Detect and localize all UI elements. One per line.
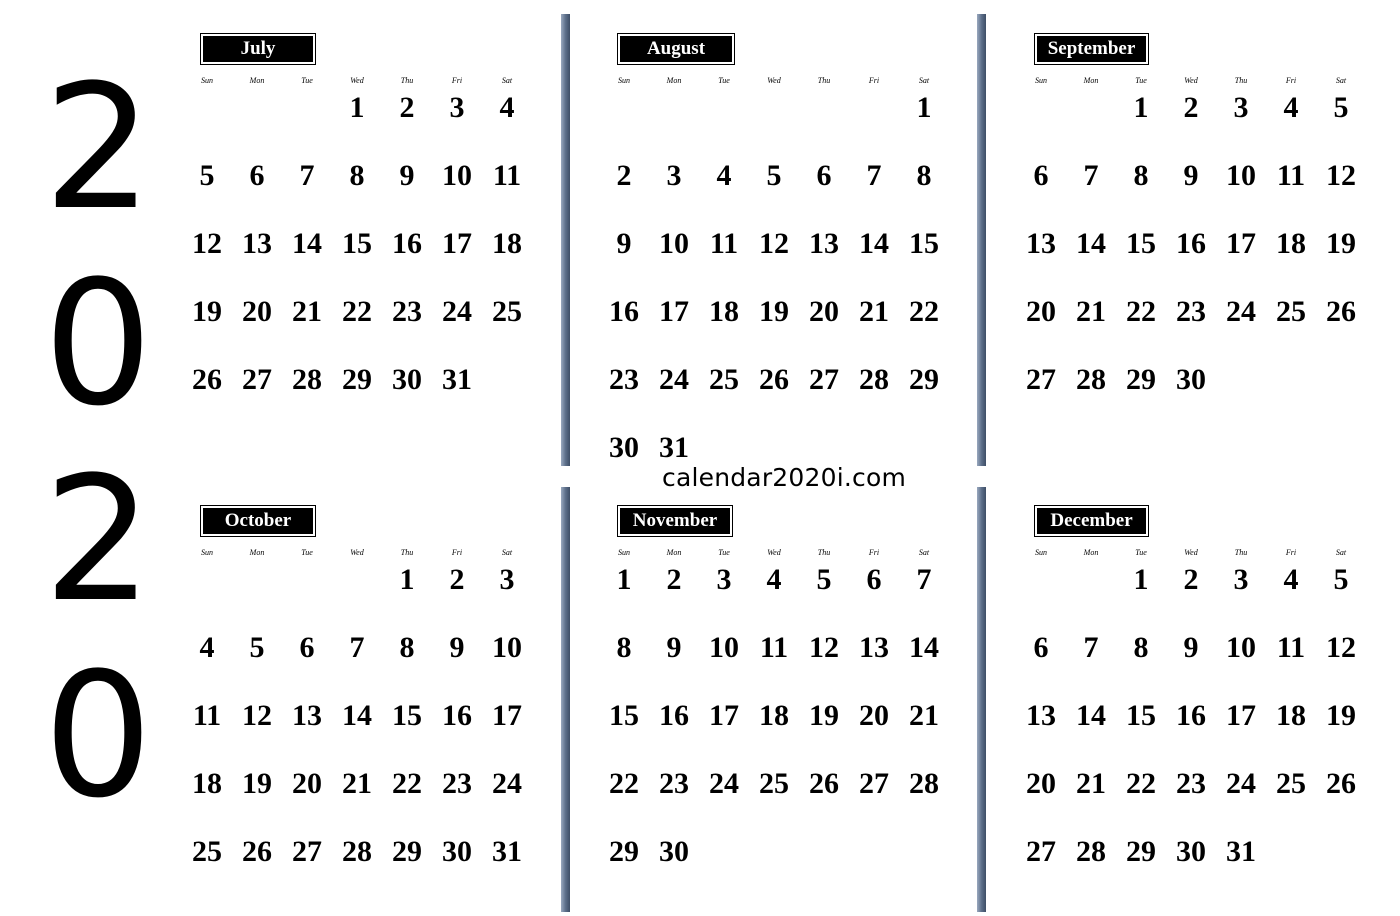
day-cell: 5 [1333, 91, 1349, 124]
day-cell: 7 [349, 631, 365, 664]
day-cell: 22 [1126, 767, 1156, 800]
day-cell: 29 [342, 363, 372, 396]
day-cell: 12 [1326, 159, 1356, 192]
weekday-header [182, 548, 542, 558]
day-cell: 28 [859, 363, 889, 396]
day-cell: 12 [759, 227, 789, 260]
year-digit: 0 [43, 635, 153, 836]
day-cell: 10 [1226, 631, 1256, 664]
weekday-label: Wed [1184, 76, 1198, 85]
weekday-label: Wed [767, 548, 781, 557]
day-cell: 23 [1176, 295, 1206, 328]
day-cell: 2 [1183, 563, 1199, 596]
day-cell: 20 [1026, 295, 1056, 328]
day-cell: 19 [1326, 227, 1356, 260]
day-cell: 2 [616, 159, 632, 192]
day-cell: 15 [909, 227, 939, 260]
day-cell: 2 [1183, 91, 1199, 124]
day-cell: 28 [909, 767, 939, 800]
day-cell: 26 [809, 767, 839, 800]
weekday-label: Wed [350, 76, 364, 85]
day-cell: 30 [609, 431, 639, 464]
day-cell: 13 [242, 227, 272, 260]
day-cell: 27 [292, 835, 322, 868]
day-cell: 10 [492, 631, 522, 664]
weekday-label: Fri [1285, 76, 1297, 85]
weekday-label: Sat [1335, 76, 1347, 85]
day-cell: 23 [442, 767, 472, 800]
day-cell: 13 [809, 227, 839, 260]
day-cell: 14 [292, 227, 322, 260]
day-cell: 17 [492, 699, 522, 732]
day-cell: 3 [499, 563, 515, 596]
day-cell: 18 [1276, 227, 1306, 260]
day-cell: 31 [492, 835, 522, 868]
day-cell: 6 [1033, 159, 1049, 192]
day-cell: 7 [299, 159, 315, 192]
weekday-header [182, 76, 542, 86]
day-cell: 23 [609, 363, 639, 396]
day-cell: 4 [766, 563, 782, 596]
day-cell: 2 [399, 91, 415, 124]
weekday-label: Sat [918, 548, 930, 557]
day-cell: 1 [616, 563, 632, 596]
weekday-label: Mon [1083, 548, 1099, 557]
day-cell: 15 [1126, 699, 1156, 732]
weekday-label: Sun [201, 548, 213, 557]
day-cell: 24 [492, 767, 522, 800]
day-cell: 9 [449, 631, 465, 664]
month-name: July [203, 36, 313, 62]
weekday-header [1016, 548, 1376, 558]
weekday-label: Thu [400, 76, 414, 85]
day-cell: 20 [242, 295, 272, 328]
day-cell: 27 [859, 767, 889, 800]
day-cell: 17 [1226, 227, 1256, 260]
day-cell: 1 [1133, 563, 1149, 596]
day-cell: 27 [809, 363, 839, 396]
day-cell: 25 [759, 767, 789, 800]
day-cell: 28 [342, 835, 372, 868]
day-cell: 7 [916, 563, 932, 596]
weekday-label: Wed [350, 548, 364, 557]
day-cell: 20 [859, 699, 889, 732]
day-cell: 13 [859, 631, 889, 664]
day-cell: 21 [1076, 767, 1106, 800]
day-cell: 24 [442, 295, 472, 328]
day-cell: 5 [199, 159, 215, 192]
month-name: December [1037, 508, 1146, 534]
weekday-label: Tue [1135, 76, 1147, 85]
weekday-label: Tue [718, 548, 730, 557]
day-cell: 6 [1033, 631, 1049, 664]
day-cell: 29 [909, 363, 939, 396]
day-cell: 25 [709, 363, 739, 396]
day-cell: 10 [709, 631, 739, 664]
day-cell: 26 [242, 835, 272, 868]
day-cell: 21 [909, 699, 939, 732]
day-cell: 25 [192, 835, 222, 868]
day-cell: 22 [342, 295, 372, 328]
day-cell: 13 [1026, 699, 1056, 732]
day-cell: 5 [816, 563, 832, 596]
column-divider [561, 487, 570, 912]
day-cell: 3 [1233, 563, 1249, 596]
day-cell: 17 [442, 227, 472, 260]
weekday-label: Fri [868, 548, 880, 557]
weekday-label: Fri [868, 76, 880, 85]
day-cell: 22 [609, 767, 639, 800]
weekday-header [599, 76, 959, 86]
day-cell: 31 [659, 431, 689, 464]
day-cell: 6 [866, 563, 882, 596]
day-cell: 15 [392, 699, 422, 732]
day-cell: 27 [1026, 835, 1056, 868]
day-cell: 15 [609, 699, 639, 732]
day-cell: 26 [759, 363, 789, 396]
month-name: August [620, 36, 732, 62]
day-cell: 8 [1133, 631, 1149, 664]
weekday-label: Sun [201, 76, 213, 85]
day-cell: 3 [716, 563, 732, 596]
day-cell: 17 [1226, 699, 1256, 732]
day-cell: 4 [716, 159, 732, 192]
day-cell: 7 [866, 159, 882, 192]
day-cell: 15 [1126, 227, 1156, 260]
day-cell: 4 [199, 631, 215, 664]
month-title [1034, 505, 1149, 537]
day-cell: 8 [916, 159, 932, 192]
month-title [617, 505, 733, 537]
day-cell: 5 [1333, 563, 1349, 596]
day-cell: 19 [242, 767, 272, 800]
day-cell: 31 [442, 363, 472, 396]
weekday-label: Sat [1335, 548, 1347, 557]
column-divider [977, 14, 986, 466]
month-name: September [1037, 36, 1146, 62]
day-cell: 29 [392, 835, 422, 868]
day-cell: 27 [242, 363, 272, 396]
day-cell: 30 [1176, 835, 1206, 868]
day-cell: 14 [342, 699, 372, 732]
day-cell: 6 [299, 631, 315, 664]
weekday-label: Sun [618, 76, 630, 85]
weekday-label: Mon [249, 76, 265, 85]
weekday-label: Mon [666, 548, 682, 557]
year-digit: 0 [43, 243, 153, 444]
day-cell: 3 [449, 91, 465, 124]
weekday-label: Tue [301, 76, 313, 85]
day-cell: 9 [1183, 631, 1199, 664]
day-cell: 30 [442, 835, 472, 868]
day-cell: 1 [1133, 91, 1149, 124]
day-cell: 1 [349, 91, 365, 124]
weekday-label: Thu [400, 548, 414, 557]
day-cell: 29 [609, 835, 639, 868]
day-cell: 30 [659, 835, 689, 868]
day-cell: 9 [399, 159, 415, 192]
day-cell: 9 [616, 227, 632, 260]
day-cell: 28 [1076, 835, 1106, 868]
day-cell: 4 [1283, 563, 1299, 596]
day-cell: 16 [392, 227, 422, 260]
day-cell: 23 [392, 295, 422, 328]
weekday-label: Fri [1285, 548, 1297, 557]
day-cell: 23 [659, 767, 689, 800]
column-divider [977, 487, 986, 912]
day-cell: 26 [1326, 295, 1356, 328]
month-title [1034, 33, 1149, 65]
day-cell: 12 [809, 631, 839, 664]
day-cell: 30 [1176, 363, 1206, 396]
day-cell: 8 [399, 631, 415, 664]
year-digit: 2 [43, 47, 153, 248]
weekday-label: Tue [1135, 548, 1147, 557]
day-cell: 25 [492, 295, 522, 328]
day-cell: 25 [1276, 295, 1306, 328]
weekday-header [1016, 76, 1376, 86]
day-cell: 19 [809, 699, 839, 732]
day-cell: 6 [249, 159, 265, 192]
weekday-label: Thu [817, 548, 831, 557]
day-cell: 3 [666, 159, 682, 192]
day-cell: 29 [1126, 835, 1156, 868]
day-cell: 11 [759, 631, 789, 664]
day-cell: 14 [859, 227, 889, 260]
weekday-label: Wed [767, 76, 781, 85]
day-cell: 11 [492, 159, 522, 192]
weekday-label: Sun [1035, 548, 1047, 557]
day-cell: 12 [1326, 631, 1356, 664]
day-cell: 18 [192, 767, 222, 800]
day-cell: 20 [809, 295, 839, 328]
day-cell: 10 [1226, 159, 1256, 192]
weekday-label: Mon [249, 548, 265, 557]
day-cell: 24 [1226, 767, 1256, 800]
day-cell: 30 [392, 363, 422, 396]
day-cell: 18 [492, 227, 522, 260]
day-cell: 11 [1276, 631, 1306, 664]
weekday-label: Sun [1035, 76, 1047, 85]
weekday-label: Sun [618, 548, 630, 557]
weekday-label: Mon [1083, 76, 1099, 85]
day-cell: 16 [659, 699, 689, 732]
month-name: November [620, 508, 730, 534]
day-cell: 20 [292, 767, 322, 800]
day-cell: 23 [1176, 767, 1206, 800]
weekday-label: Tue [718, 76, 730, 85]
day-cell: 27 [1026, 363, 1056, 396]
day-cell: 9 [666, 631, 682, 664]
day-cell: 12 [242, 699, 272, 732]
day-cell: 21 [1076, 295, 1106, 328]
day-cell: 29 [1126, 363, 1156, 396]
weekday-label: Mon [666, 76, 682, 85]
day-cell: 21 [292, 295, 322, 328]
day-cell: 7 [1083, 159, 1099, 192]
day-cell: 16 [442, 699, 472, 732]
weekday-label: Fri [451, 76, 463, 85]
day-cell: 21 [342, 767, 372, 800]
day-cell: 24 [709, 767, 739, 800]
month-title [200, 33, 316, 65]
day-cell: 13 [1026, 227, 1056, 260]
day-cell: 5 [249, 631, 265, 664]
day-cell: 3 [1233, 91, 1249, 124]
weekday-label: Sat [501, 548, 513, 557]
day-cell: 7 [1083, 631, 1099, 664]
day-cell: 11 [1276, 159, 1306, 192]
day-cell: 17 [709, 699, 739, 732]
day-cell: 16 [1176, 227, 1206, 260]
day-cell: 10 [442, 159, 472, 192]
day-cell: 18 [1276, 699, 1306, 732]
day-cell: 22 [909, 295, 939, 328]
day-cell: 9 [1183, 159, 1199, 192]
day-cell: 12 [192, 227, 222, 260]
day-cell: 13 [292, 699, 322, 732]
day-cell: 8 [616, 631, 632, 664]
weekday-label: Thu [1234, 548, 1248, 557]
day-cell: 14 [1076, 699, 1106, 732]
day-cell: 26 [1326, 767, 1356, 800]
weekday-label: Thu [817, 76, 831, 85]
day-cell: 2 [449, 563, 465, 596]
day-cell: 8 [1133, 159, 1149, 192]
day-cell: 1 [399, 563, 415, 596]
day-cell: 18 [709, 295, 739, 328]
watermark-text: calendar2020i.com [662, 463, 907, 492]
weekday-label: Sat [501, 76, 513, 85]
day-cell: 19 [1326, 699, 1356, 732]
day-cell: 18 [759, 699, 789, 732]
column-divider [561, 14, 570, 466]
day-cell: 22 [1126, 295, 1156, 328]
day-cell: 14 [1076, 227, 1106, 260]
month-title [617, 33, 735, 65]
day-cell: 4 [1283, 91, 1299, 124]
weekday-label: Thu [1234, 76, 1248, 85]
weekday-label: Fri [451, 548, 463, 557]
day-cell: 24 [1226, 295, 1256, 328]
day-cell: 8 [349, 159, 365, 192]
weekday-label: Wed [1184, 548, 1198, 557]
day-cell: 11 [192, 699, 222, 732]
day-cell: 5 [766, 159, 782, 192]
weekday-label: Tue [301, 548, 313, 557]
day-cell: 25 [1276, 767, 1306, 800]
day-cell: 10 [659, 227, 689, 260]
day-cell: 14 [909, 631, 939, 664]
day-cell: 15 [342, 227, 372, 260]
day-cell: 1 [916, 91, 932, 124]
weekday-label: Sat [918, 76, 930, 85]
day-cell: 20 [1026, 767, 1056, 800]
year-digit: 2 [43, 439, 153, 640]
day-cell: 28 [1076, 363, 1106, 396]
day-cell: 31 [1226, 835, 1256, 868]
day-cell: 6 [816, 159, 832, 192]
day-cell: 4 [499, 91, 515, 124]
day-cell: 11 [709, 227, 739, 260]
day-cell: 22 [392, 767, 422, 800]
day-cell: 19 [192, 295, 222, 328]
day-cell: 24 [659, 363, 689, 396]
day-cell: 19 [759, 295, 789, 328]
day-cell: 21 [859, 295, 889, 328]
day-cell: 2 [666, 563, 682, 596]
month-title [200, 505, 316, 537]
day-cell: 16 [609, 295, 639, 328]
month-name: October [203, 508, 313, 534]
weekday-header [599, 548, 959, 558]
day-cell: 26 [192, 363, 222, 396]
day-cell: 16 [1176, 699, 1206, 732]
day-cell: 28 [292, 363, 322, 396]
day-cell: 17 [659, 295, 689, 328]
